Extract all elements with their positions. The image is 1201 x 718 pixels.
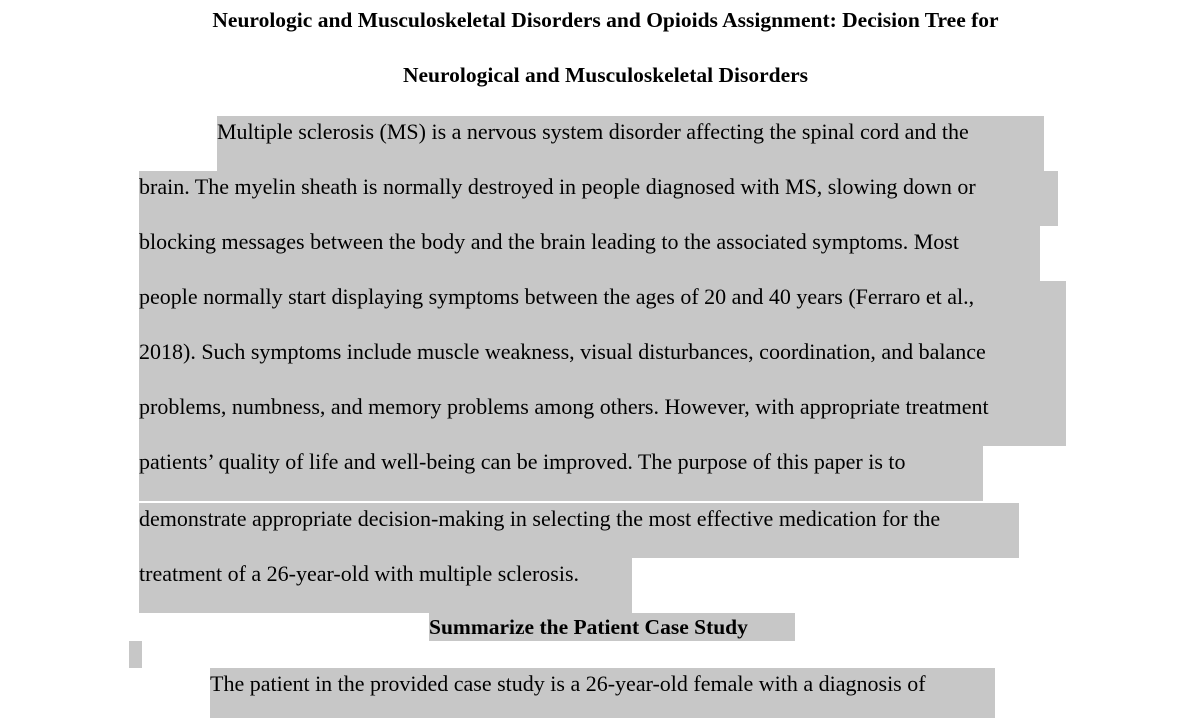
paragraph-1-text: patients’ quality of life and well-being can be improved. The purpose of this paper is to [139,449,906,474]
paragraph-1-line [0,281,1201,336]
section-heading-text: Summarize the Patient Case Study [429,615,748,639]
document-title-line-2 [0,61,1201,116]
paragraph-1-text: 2018). Such symptoms include muscle weakness, visual disturbances, coordination, and balance [139,339,986,364]
paragraph-1-text: Multiple sclerosis (MS) is a nervous system disorder affecting the spinal cord and the [217,119,969,144]
paragraph-2-line [0,668,1201,718]
paragraph-1-text: treatment of a 26-year-old with multiple sclerosis. [139,561,580,586]
paragraph-1-line [0,171,1201,226]
paragraph-1-text: brain. The myelin sheath is normally destroyed in people diagnosed with MS, slowing down or [139,174,976,199]
paragraph-1-line [0,226,1201,281]
title-text-2: Neurological and Musculoskeletal Disorders [402,63,809,87]
paragraph-1-line [0,391,1201,446]
paragraph-1-line [0,558,1201,613]
paragraph-1-line [0,446,1201,501]
section-heading [0,613,1201,668]
paragraph-2-text: The patient in the provided case study is a 26-year-old female with a diagnosis of [210,671,926,696]
title-text-1: Neurologic and Musculoskeletal Disorders and Opioids Assignment: Decision Tree for [212,8,999,32]
empty-line-selection-marker [129,641,142,668]
paragraph-1-line [0,336,1201,391]
paragraph-1-text: people normally start displaying symptoms between the ages of 20 and 40 years (Ferraro et al., [139,284,975,309]
document-title-line-1 [0,6,1201,61]
paragraph-1-line [0,503,1201,558]
paragraph-1-text: problems, numbness, and memory problems among others. However, with appropriate treatment [139,394,989,419]
paragraph-1-text: blocking messages between the body and the brain leading to the associated symptoms. Most [139,229,959,254]
paragraph-1-text: demonstrate appropriate decision-making in selecting the most effective medication for the [139,506,941,531]
paragraph-1-line [0,116,1201,171]
